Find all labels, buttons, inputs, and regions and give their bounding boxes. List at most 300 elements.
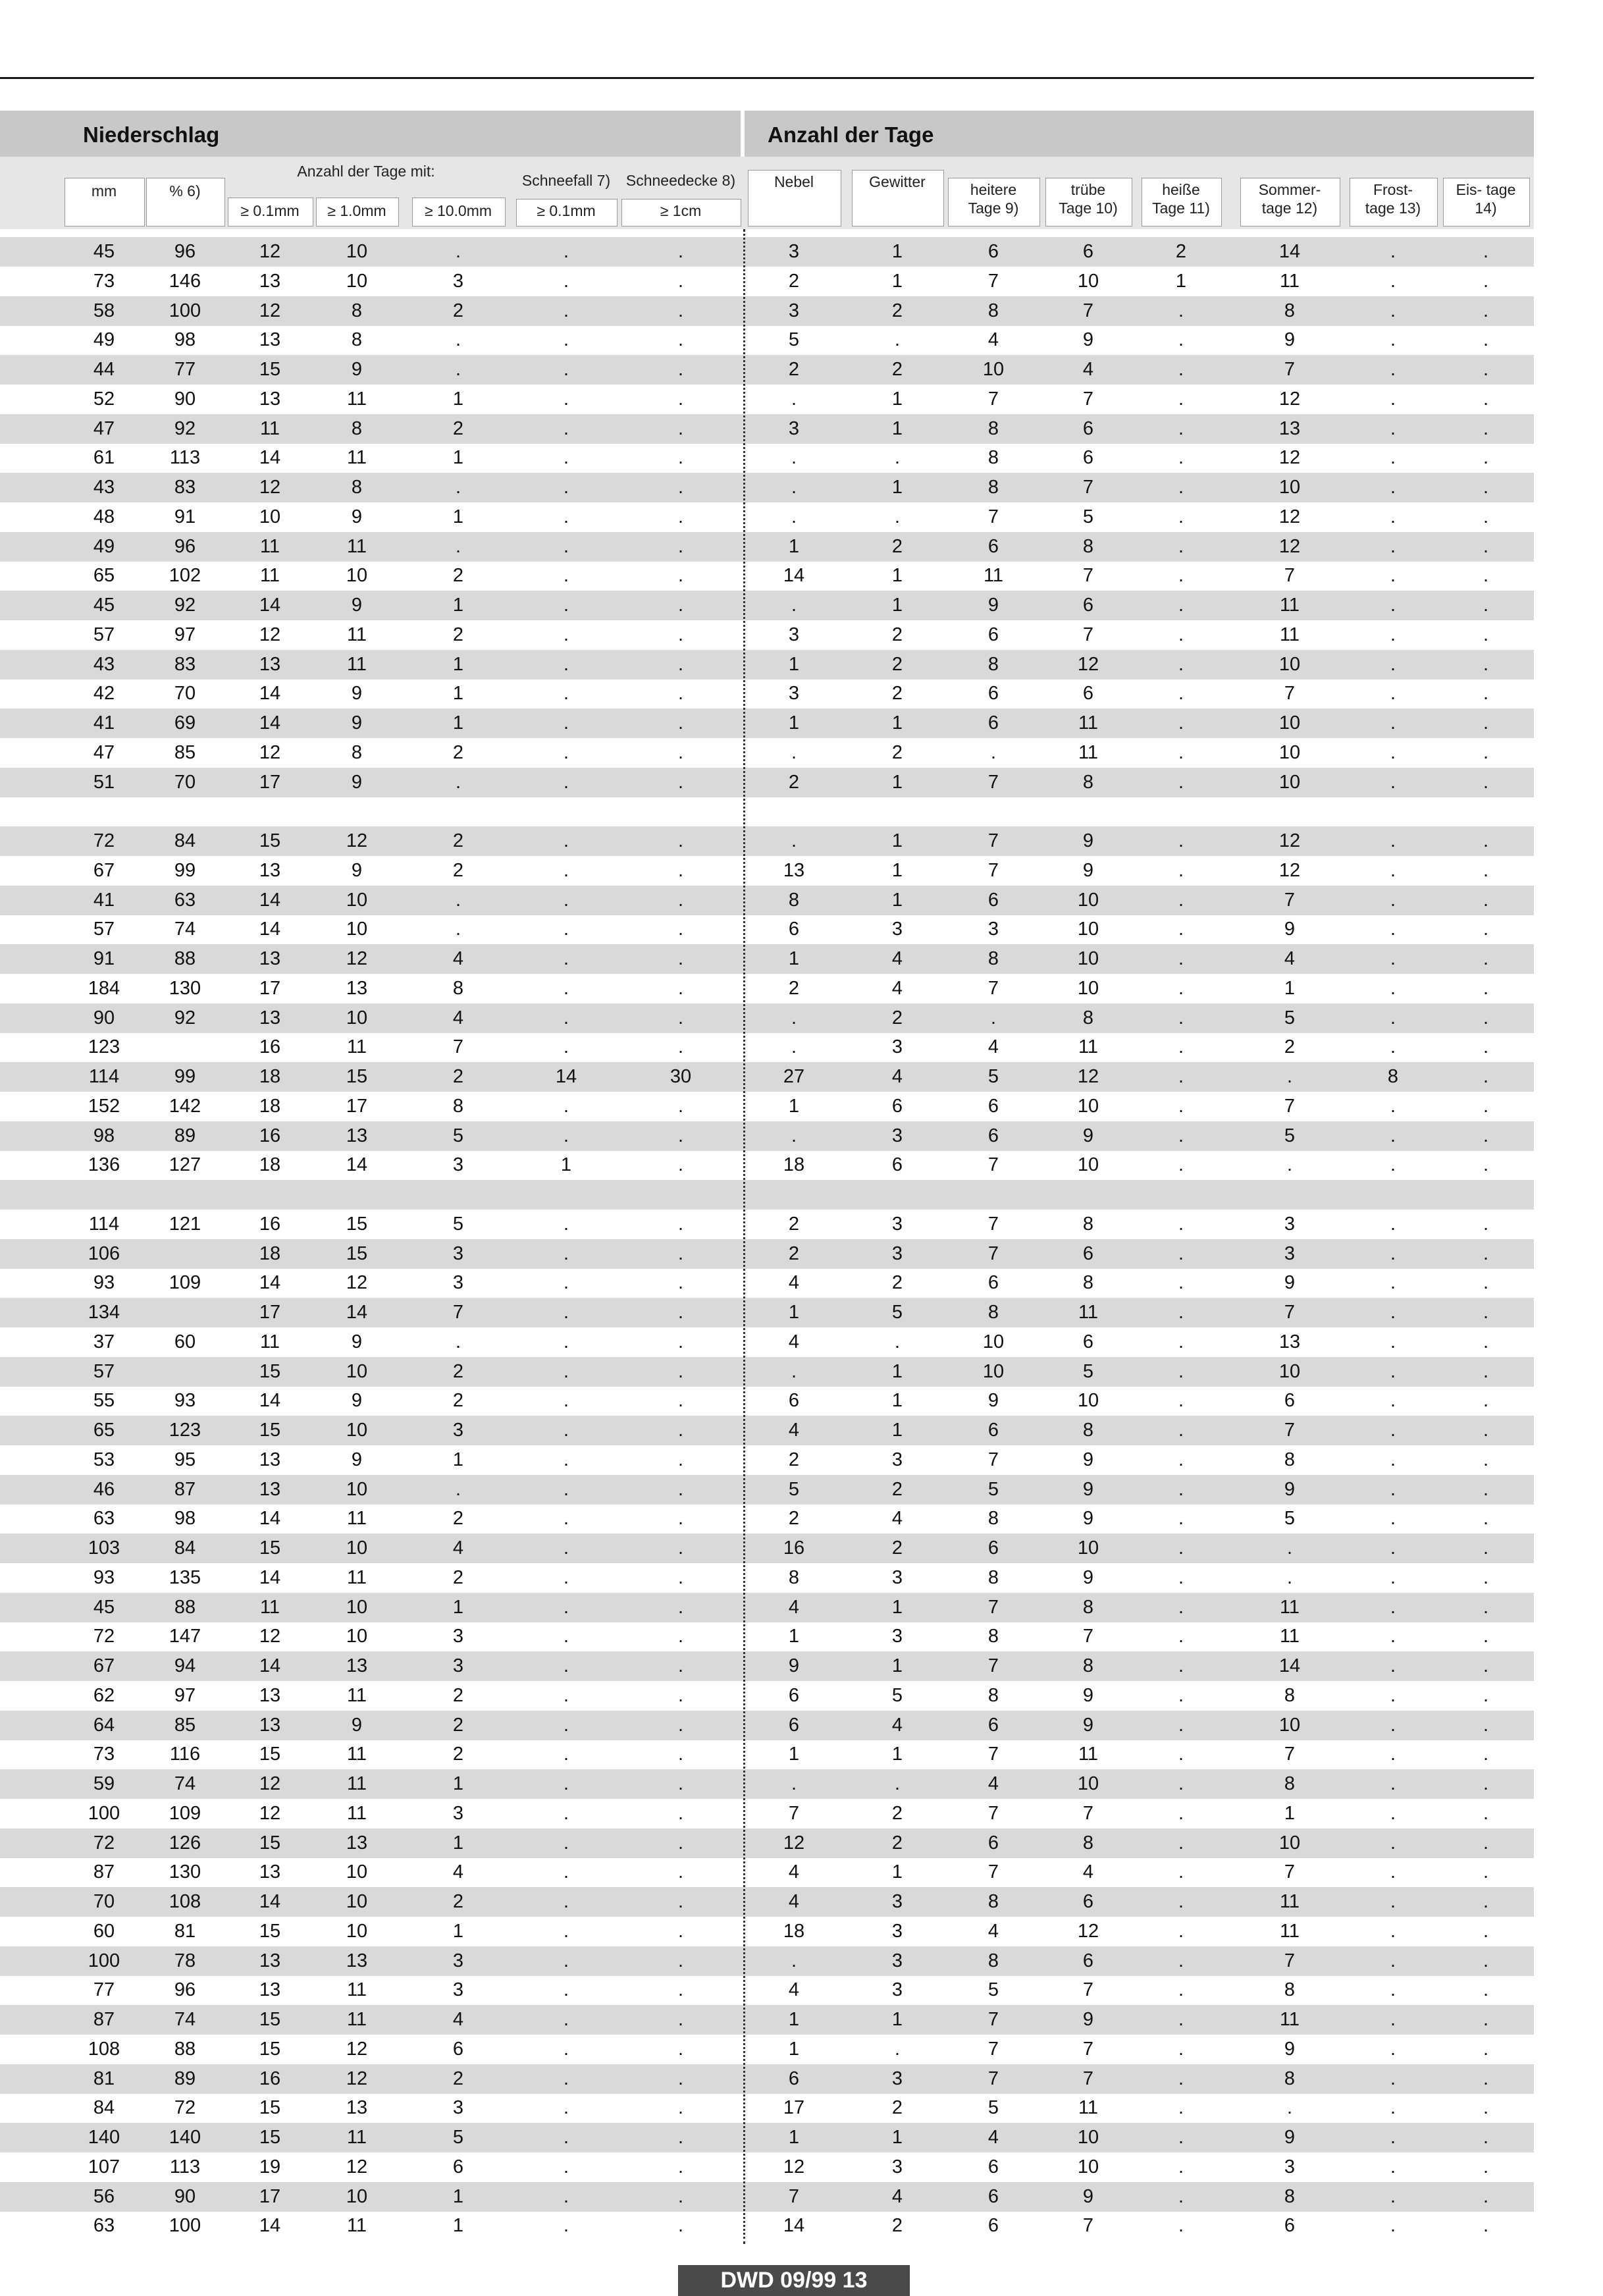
table-cell xyxy=(1240,797,1339,826)
table-cell: 12 xyxy=(259,624,281,645)
table-cell: 14 xyxy=(259,1508,281,1530)
table-cell: 4 xyxy=(452,1007,464,1028)
table-cell: 1 xyxy=(891,712,903,734)
table-cell: 116 xyxy=(169,1744,201,1765)
table-cell: 9 xyxy=(987,1390,999,1412)
table-row xyxy=(0,1475,1534,1505)
table-cell: 2 xyxy=(452,2068,464,2089)
table-cell: 11 xyxy=(1279,1626,1300,1647)
table-cell: 41 xyxy=(93,889,115,911)
table-cell: 13 xyxy=(259,1478,281,1500)
table-cell: 15 xyxy=(346,1066,368,1087)
table-cell: 15 xyxy=(259,830,281,851)
table-cell: . xyxy=(677,741,684,763)
table-cell: 13 xyxy=(346,1655,368,1676)
table-cell: . xyxy=(563,2038,569,2060)
table-cell: 13 xyxy=(259,948,281,969)
table-cell: . xyxy=(1178,1596,1184,1618)
table-cell: 6 xyxy=(788,1390,800,1412)
table-row xyxy=(0,414,1534,444)
table-cell: . xyxy=(1178,477,1184,498)
table-cell: 8 xyxy=(1284,2185,1296,2207)
table-cell: . xyxy=(1178,1302,1184,1323)
table-cell: 6 xyxy=(987,535,999,557)
table-cell: 9 xyxy=(1082,1684,1094,1706)
table-cell: 11 xyxy=(346,653,367,675)
table-cell: 17 xyxy=(259,1302,281,1323)
table-cell: . xyxy=(1178,1537,1184,1559)
table-cell xyxy=(146,797,224,826)
table-cell: 10 xyxy=(346,1596,368,1618)
table-cell: 5 xyxy=(1082,506,1094,527)
table-row xyxy=(0,1003,1534,1033)
table-cell: 7 xyxy=(987,2038,999,2060)
table-cell: 10 xyxy=(346,919,368,940)
table-cell: 47 xyxy=(93,741,115,763)
table-cell: 12 xyxy=(1077,1920,1099,1942)
table-cell: 8 xyxy=(351,417,363,439)
table-cell: 1 xyxy=(452,2215,464,2237)
table-cell xyxy=(1142,1180,1221,1210)
table-cell: 12 xyxy=(259,741,281,763)
table-cell: 2 xyxy=(891,2097,903,2119)
table-cell: 7 xyxy=(1284,359,1296,380)
table-cell: 5 xyxy=(452,1125,464,1146)
table-cell: 10 xyxy=(1278,1360,1301,1382)
table-cell: . xyxy=(563,1420,569,1441)
table-cell: . xyxy=(1483,1537,1489,1559)
table-row xyxy=(0,1769,1534,1799)
top-rule xyxy=(0,77,1534,79)
table-cell: 45 xyxy=(93,1596,115,1618)
table-cell: . xyxy=(1178,1832,1184,1854)
table-cell: . xyxy=(1483,388,1489,410)
table-cell: . xyxy=(1390,2127,1396,2148)
table-cell: . xyxy=(1483,977,1489,999)
table-cell: 18 xyxy=(259,1242,281,1264)
table-cell: 10 xyxy=(346,565,368,587)
table-cell: . xyxy=(677,1802,684,1824)
table-cell: 3 xyxy=(891,1036,903,1058)
table-cell: 1 xyxy=(1284,1802,1296,1824)
table-cell: 108 xyxy=(88,2038,120,2060)
header-pct: % 6) xyxy=(169,182,201,200)
table-cell: 3 xyxy=(452,2097,464,2119)
table-cell: . xyxy=(1178,388,1184,410)
table-cell: . xyxy=(1483,741,1489,763)
table-cell: . xyxy=(677,1390,684,1412)
header-schneedecke: Schneedecke 8) xyxy=(625,172,736,189)
table-cell: 1 xyxy=(788,2009,800,2030)
table-cell: . xyxy=(677,712,684,734)
table-cell: 7 xyxy=(987,1154,999,1176)
header-ge100: ≥ 10.0mm xyxy=(424,202,492,219)
table-cell: 8 xyxy=(452,1095,464,1117)
table-cell: . xyxy=(990,741,997,763)
table-cell: . xyxy=(1483,1891,1489,1912)
table-cell xyxy=(948,1180,1039,1210)
table-cell: 10 xyxy=(982,1360,1005,1382)
table-cell: 2 xyxy=(452,1390,464,1412)
table-cell: . xyxy=(563,1950,569,1971)
table-cell: 43 xyxy=(93,477,115,498)
table-cell: 12 xyxy=(1278,447,1301,469)
table-cell: 103 xyxy=(88,1537,120,1559)
table-cell: 2 xyxy=(891,741,903,763)
table-cell: . xyxy=(1390,2185,1396,2207)
table-cell: 100 xyxy=(169,2215,201,2237)
table-cell: 7 xyxy=(987,1596,999,1618)
table-row xyxy=(0,1150,1534,1180)
table-cell: 70 xyxy=(93,1891,115,1912)
table-cell: 2 xyxy=(788,359,800,380)
table-cell: . xyxy=(990,1007,997,1028)
table-cell: . xyxy=(1483,1684,1489,1706)
table-cell: . xyxy=(1390,1596,1396,1618)
table-cell: 6 xyxy=(1082,447,1094,469)
header-ge01: ≥ 0.1mm xyxy=(240,202,300,219)
table-cell: 4 xyxy=(891,1508,903,1530)
table-cell: 7 xyxy=(987,1744,999,1765)
table-cell: . xyxy=(563,771,569,793)
table-cell: . xyxy=(894,506,901,527)
table-cell: 2 xyxy=(452,1066,464,1087)
table-cell: 4 xyxy=(788,1979,800,2001)
table-cell: 5 xyxy=(1284,1007,1296,1028)
table-cell: 1 xyxy=(452,1449,464,1470)
table-cell: 3 xyxy=(1284,1242,1296,1264)
table-cell: . xyxy=(455,477,461,498)
table-cell: 12 xyxy=(1278,859,1301,881)
table-cell: . xyxy=(1483,270,1489,292)
table-cell: 8 xyxy=(1082,1272,1094,1294)
table-cell: . xyxy=(677,535,684,557)
table-cell: . xyxy=(1178,830,1184,851)
table-cell xyxy=(621,1180,740,1210)
table-cell: 10 xyxy=(1278,477,1301,498)
table-cell: . xyxy=(677,1626,684,1647)
table-cell: 14 xyxy=(259,1891,281,1912)
table-cell xyxy=(1240,1180,1339,1210)
section-divider xyxy=(743,229,745,2244)
table-cell: 8 xyxy=(452,977,464,999)
table-cell: 3 xyxy=(452,1420,464,1441)
table-cell: . xyxy=(1483,2156,1489,2177)
table-cell: 10 xyxy=(1278,653,1301,675)
table-cell: . xyxy=(563,595,569,616)
table-cell: . xyxy=(563,1125,569,1146)
table-row xyxy=(0,443,1534,473)
table-cell: . xyxy=(563,1832,569,1854)
table-cell: 4 xyxy=(788,1272,800,1294)
table-cell: 11 xyxy=(346,535,367,557)
table-cell: 65 xyxy=(93,1420,115,1441)
table-cell: 2 xyxy=(452,624,464,645)
table-cell: 99 xyxy=(174,1066,196,1087)
table-cell: 8 xyxy=(987,1508,999,1530)
table-cell: 60 xyxy=(174,1331,196,1352)
table-cell: 3 xyxy=(987,919,999,940)
table-cell: 4 xyxy=(891,1714,903,1736)
table-cell: 7 xyxy=(987,1449,999,1470)
table-cell: 11 xyxy=(346,624,367,645)
table-cell: . xyxy=(563,653,569,675)
table-cell xyxy=(852,1180,943,1210)
table-cell: . xyxy=(1483,565,1489,587)
table-cell: 7 xyxy=(1082,388,1094,410)
header-heitere: heitere Tage 9) xyxy=(968,181,1019,217)
table-cell: 10 xyxy=(346,1360,368,1382)
table-cell: . xyxy=(455,359,461,380)
table-cell: 1 xyxy=(452,1773,464,1794)
table-cell: 4 xyxy=(452,1861,464,1883)
table-row xyxy=(0,355,1534,385)
table-cell: 10 xyxy=(1077,2127,1099,2148)
table-cell: 1 xyxy=(788,2038,800,2060)
table-cell: . xyxy=(677,2156,684,2177)
table-cell: 8 xyxy=(1082,535,1094,557)
table-cell: . xyxy=(791,1360,797,1382)
table-cell: 90 xyxy=(174,388,196,410)
table-cell: 17 xyxy=(783,2097,805,2119)
table-cell: . xyxy=(1390,2068,1396,2089)
table-cell: . xyxy=(1178,1773,1184,1794)
table-cell: . xyxy=(1178,1566,1184,1588)
table-cell: 10 xyxy=(1278,1832,1301,1854)
table-cell: 16 xyxy=(259,1036,281,1058)
table-cell: 98 xyxy=(174,329,196,351)
table-cell: 11 xyxy=(1279,1920,1300,1942)
table-row xyxy=(0,1563,1534,1593)
table-cell: 6 xyxy=(1284,1390,1296,1412)
table-cell: . xyxy=(1390,771,1396,793)
table-cell: 134 xyxy=(88,1302,120,1323)
table-cell: 2 xyxy=(1175,241,1187,262)
table-cell: . xyxy=(1483,300,1489,321)
table-cell xyxy=(316,1180,398,1210)
table-cell: 114 xyxy=(88,1213,120,1235)
table-cell: 147 xyxy=(169,1626,201,1647)
table-cell: 1 xyxy=(891,1360,903,1382)
table-cell: 7 xyxy=(987,1802,999,1824)
table-row xyxy=(0,1180,1534,1210)
table-cell: 102 xyxy=(169,565,201,587)
table-cell: 12 xyxy=(1077,1066,1099,1087)
table-cell: 7 xyxy=(1082,2215,1094,2237)
table-row xyxy=(0,679,1534,708)
table-cell: 9 xyxy=(351,1714,363,1736)
table-cell: 10 xyxy=(346,1007,368,1028)
table-cell: . xyxy=(677,1596,684,1618)
table-cell: 2 xyxy=(452,1891,464,1912)
table-cell: 11 xyxy=(346,1036,367,1058)
table-cell: . xyxy=(1178,2009,1184,2030)
table-cell: . xyxy=(563,1566,569,1588)
table-cell: 2 xyxy=(891,2215,903,2237)
table-row xyxy=(0,1887,1534,1917)
table-cell: . xyxy=(1178,447,1184,469)
table-cell: . xyxy=(1178,535,1184,557)
table-cell: 9 xyxy=(351,1390,363,1412)
table-cell: 18 xyxy=(259,1095,281,1117)
table-cell xyxy=(146,1239,224,1269)
table-cell: . xyxy=(563,300,569,321)
table-cell: . xyxy=(1483,919,1489,940)
table-cell: 2 xyxy=(891,1478,903,1500)
table-cell: 45 xyxy=(93,595,115,616)
table-cell: 8 xyxy=(1284,2068,1296,2089)
table-cell: 85 xyxy=(174,1714,196,1736)
table-cell: 11 xyxy=(1279,1596,1300,1618)
table-cell: . xyxy=(1390,1272,1396,1294)
table-cell: 9 xyxy=(987,595,999,616)
table-cell: 43 xyxy=(93,653,115,675)
table-cell: . xyxy=(1390,1420,1396,1441)
table-cell: 77 xyxy=(93,1979,115,2001)
table-cell: 2 xyxy=(452,417,464,439)
table-cell: 4 xyxy=(788,1596,800,1618)
table-cell: 73 xyxy=(93,1744,115,1765)
table-cell: 8 xyxy=(351,329,363,351)
table-cell: 5 xyxy=(788,1478,800,1500)
table-cell: 7 xyxy=(1082,2038,1094,2060)
table-cell: 95 xyxy=(174,1449,196,1470)
table-cell: 127 xyxy=(169,1154,201,1176)
table-cell: 11 xyxy=(346,1802,367,1824)
table-cell: . xyxy=(677,1007,684,1028)
table-cell: 13 xyxy=(259,653,281,675)
table-cell: 130 xyxy=(169,977,201,999)
table-cell: 14 xyxy=(259,889,281,911)
table-cell: . xyxy=(1178,977,1184,999)
table-cell: . xyxy=(1178,1920,1184,1942)
table-cell: 7 xyxy=(1284,1744,1296,1765)
table-cell: . xyxy=(1483,830,1489,851)
table-cell: 67 xyxy=(93,859,115,881)
table-cell: 14 xyxy=(259,1272,281,1294)
table-cell: . xyxy=(1390,2097,1396,2119)
table-cell: 14 xyxy=(1278,241,1301,262)
table-cell: 11 xyxy=(1279,2009,1300,2030)
table-cell: . xyxy=(677,1302,684,1323)
table-cell: . xyxy=(1178,1449,1184,1470)
table-cell: . xyxy=(563,417,569,439)
table-cell: . xyxy=(1390,1095,1396,1117)
table-cell: 57 xyxy=(93,1360,115,1382)
table-cell: 5 xyxy=(891,1684,903,1706)
table-cell: 4 xyxy=(452,1537,464,1559)
table-cell: . xyxy=(1483,595,1489,616)
table-cell: 7 xyxy=(1284,683,1296,705)
table-cell: . xyxy=(1178,595,1184,616)
table-cell: 57 xyxy=(93,624,115,645)
table-cell: . xyxy=(894,2038,901,2060)
table-cell: 15 xyxy=(259,1360,281,1382)
table-cell: 12 xyxy=(783,1832,805,1854)
table-cell: 7 xyxy=(1082,2068,1094,2089)
table-cell: . xyxy=(1390,624,1396,645)
table-cell: . xyxy=(1483,506,1489,527)
table-cell: 63 xyxy=(174,889,196,911)
table-cell: 81 xyxy=(93,2068,115,2089)
table-cell: 9 xyxy=(1082,1125,1094,1146)
table-cell: 11 xyxy=(259,417,280,439)
table-cell: . xyxy=(455,329,461,351)
table-cell: . xyxy=(563,948,569,969)
table-cell: 1 xyxy=(1175,270,1187,292)
table-row xyxy=(0,1681,1534,1711)
table-row xyxy=(0,738,1534,768)
table-cell: 11 xyxy=(346,447,367,469)
table-cell: 7 xyxy=(1082,1626,1094,1647)
table-cell: 8 xyxy=(987,1891,999,1912)
table-cell: 7 xyxy=(987,977,999,999)
table-cell: 2 xyxy=(452,1684,464,1706)
table-cell: 3 xyxy=(891,1920,903,1942)
table-cell: 8 xyxy=(987,1626,999,1647)
table-cell: . xyxy=(1483,1242,1489,1264)
table-cell xyxy=(146,1032,224,1062)
table-cell: . xyxy=(1390,1626,1396,1647)
table-cell: 9 xyxy=(351,859,363,881)
table-cell: 93 xyxy=(93,1272,115,1294)
table-cell: . xyxy=(1178,1420,1184,1441)
table-cell: 96 xyxy=(174,535,196,557)
table-cell: . xyxy=(563,1861,569,1883)
table-cell: . xyxy=(563,1802,569,1824)
table-cell: 3 xyxy=(891,1626,903,1647)
table-cell: . xyxy=(1286,1566,1293,1588)
table-cell: . xyxy=(1483,1302,1489,1323)
table-cell: . xyxy=(563,624,569,645)
table-row xyxy=(0,1445,1534,1475)
table-cell: 6 xyxy=(987,889,999,911)
niederschlag-header-bar xyxy=(0,111,741,157)
table-cell: 14 xyxy=(346,1154,368,1176)
table-cell: 13 xyxy=(259,329,281,351)
table-cell: . xyxy=(1483,1125,1489,1146)
table-cell: . xyxy=(791,1125,797,1146)
table-cell: 1 xyxy=(452,506,464,527)
table-cell: 12 xyxy=(346,2068,368,2089)
table-cell: 5 xyxy=(987,1478,999,1500)
table-cell xyxy=(316,797,398,826)
table-cell: . xyxy=(1483,2127,1489,2148)
table-cell: 37 xyxy=(93,1331,115,1352)
header-schneefall: Schneefall 7) xyxy=(521,172,611,189)
table-cell: 9 xyxy=(1082,859,1094,881)
table-cell: . xyxy=(1390,1242,1396,1264)
table-cell: . xyxy=(791,1950,797,1971)
table-cell: 2 xyxy=(452,565,464,587)
table-cell: 1 xyxy=(891,477,903,498)
table-cell: . xyxy=(677,919,684,940)
table-cell: 9 xyxy=(351,359,363,380)
table-cell: 6 xyxy=(1082,417,1094,439)
table-cell: . xyxy=(563,329,569,351)
table-cell: 8 xyxy=(1284,300,1296,321)
table-cell: 12 xyxy=(346,2038,368,2060)
table-cell: 2 xyxy=(452,1508,464,1530)
table-cell: 3 xyxy=(452,270,464,292)
table-cell xyxy=(948,797,1039,826)
table-cell: 6 xyxy=(1082,595,1094,616)
table-cell: . xyxy=(677,2127,684,2148)
table-cell: . xyxy=(563,1979,569,2001)
table-cell: 5 xyxy=(1284,1125,1296,1146)
table-cell: 3 xyxy=(891,2156,903,2177)
table-cell: 55 xyxy=(93,1390,115,1412)
